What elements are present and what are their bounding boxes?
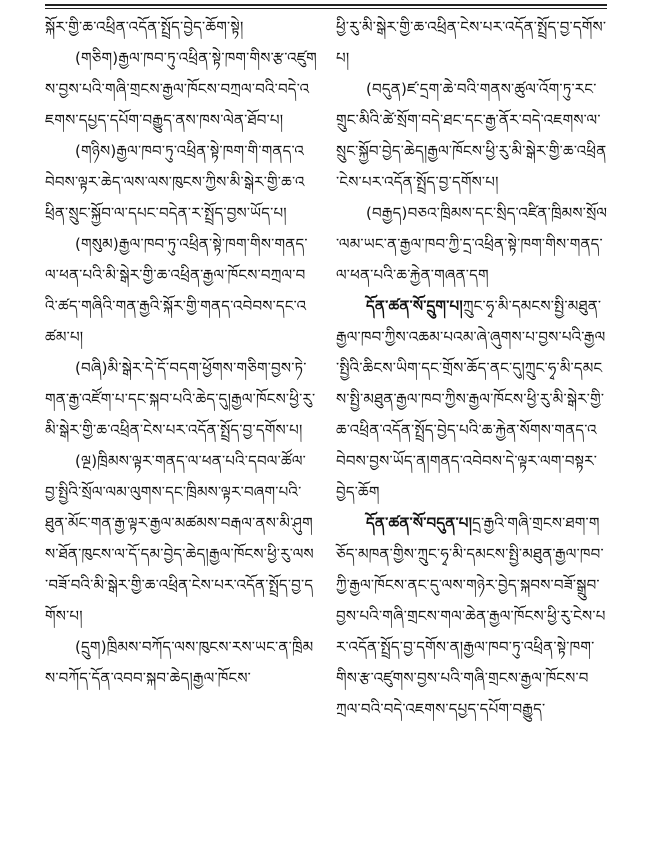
paragraph: སྐོར་གྱི་ཆ་འཕྲིན་འདོན་སྤྲོད་བྱེད་ཆོག་སྟེ། xyxy=(45,18,244,36)
top-rule-thin xyxy=(45,8,607,9)
paragraph: (གཉིས)རྒྱལ་ཁབ་ཏུ་འཕྲིན་སྟེ་ཁག་གི་གནད་འབེབས་ལྟར་ཆེད་ལས་ལས་ཁུངས་ཀྱིས་མི་སྒེར་གྱི་ཆ་འཕྲིན་སྲུང་སྐྱོབ་ལ་དཔང་བདེན་ར་སྤྲོད་བྱས་ཡོད་པ། xyxy=(45,142,305,222)
article-paragraph xyxy=(336,291,608,508)
paragraph: (བརྒྱད)བཅའ་ཁྲིམས་དང་སྲིད་འཛིན་ཁྲིམས་སྲོལ་ལམ་ཡང་ན་རྒྱལ་ཁབ་ཀྱི་དྲ་འཕྲིན་སྟེ་ཁག་གིས་གནད་ལ་ཕན་པའི་ཆ་རྐྱེན་གཞན་དག xyxy=(336,204,608,284)
article-paragraph xyxy=(336,508,608,725)
left-column xyxy=(45,12,317,694)
top-rule xyxy=(45,4,607,6)
paragraph: (བཞི)མི་སྒེར་དེ་དོ་བདག་ཕྱོགས་གཅིག་བྱས་ཏེ་གན་རྒྱ་འཛོག་པ་དང་སྐབ་པའི་ཆེད་དུ།རྒྱལ་ཁོངས་ཕྱི་རུ་མི་སྒེར་གྱི་ཆ་འཕྲིན་ངེས་པར་འདོན་སྤྲོད་བྱ་དགོས་པ། xyxy=(45,359,316,439)
article-text: ཀྲུང་ཧྭ་མི་དམངས་སྤྱི་མཐུན་རྒྱལ་ཁབ་ཀྱིས་འཆམ་པའམ་ཞེ་ཞུགས་པ་བྱས་པའི་རྒྱལ་སྤྱིའི་ཆིངས་ཡིག་དང་གྲོས་ཆོད་ནང་དུ།ཀྲུང་ཧྭ་མི་དམངས་སྤྱི་མཐུན་རྒྱལ་ཁབ་ཀྱིས་རྒྱལ་ཁོངས་ཕྱི་རུ་མི་སྒེར་གྱི་ཆ་འཕྲིན་འདོན་སྤྲོད་བྱེད་པའི་ཆ་རྐྱེན་སོགས་གནད་འབེབས་བྱས་ཡོད་ན།གནད་འབེབས་དེ་ལྟར་ལག་བསྟར་བྱེད་ཆོག xyxy=(336,297,606,501)
article-text: དྲ་རྒྱའི་གཞི་གྲངས་ཐག་གཅོད་མཁན་གྱིས་ཀྲུང་ཧྭ་མི་དམངས་སྤྱི་མཐུན་རྒྱལ་ཁབ་ཀྱི་རྒྱལ་ཁོངས་ནང་དུ་ལས་གཉེར་བྱེད་སྐབས་བཟོ་སྒྲུབ་བྱས་པའི་གཞི་གྲངས་གལ་ཆེན་རྒྱལ་ཁོངས་ཕྱི་རུ་ངེས་པར་འདོན་སྤྲོད་བྱ་དགོས་ན།རྒྱལ་ཁབ་ཏུ་འཕྲིན་སྟེ་ཁག་གིས་རྩ་འཛུགས་བྱས་པའི་གཞི་གྲངས་རྒྱལ་ཁོངས་བཀྲལ་བའི་བདེ་འཇགས་དཔྱད་དཔོག་བརྒྱུད་ xyxy=(336,514,606,718)
paragraph: (དྲུག)ཁྲིམས་བཀོད་ལས་ཁུངས་རས་ཡང་ན་ཁྲིམས་བཀོད་དོན་འབབ་སྐབ་ཆེད།རྒྱལ་ཁོངས་ xyxy=(45,638,314,687)
paragraph: (གསུམ)རྒྱལ་ཁབ་ཏུ་འཕྲིན་སྟེ་ཁག་གིས་གནད་ལ་ཕན་པའི་མི་སྒེར་གྱི་ཆ་འཕྲིན་རྒྱལ་ཁོངས་བཀྲལ་བའི་ཚད་གཞིའི་གན་རྒྱའི་སྐོར་གྱི་གནད་འབེབས་དང་འཚམ་པ། xyxy=(45,235,308,346)
article-heading: དོན་ཚན་སོ་བདུན་པ། xyxy=(366,514,473,532)
paragraph: (ལྔ)ཁྲིམས་ལྟར་གནད་ལ་ཕན་པའི་དབལ་ཚོལ་བྱ་སྤྱིའི་སྲོལ་ལམ་ལུགས་དང་ཁྲིམས་ལྟར་བཞག་པའི་ཐུན་མོང་གན་རྒྱ་ལྟར་རྒྱལ་མཚམས་བརྒལ་ནས་མི་ཤུགས་ཐོན་ཁུངས་ལ་དོ་དམ་བྱེད་ཆེད།རྒྱལ་ཁོངས་ཕྱི་རུ་ལས་བཟོ་བའི་མི་སྒེར་གྱི་ཆ་འཕྲིན་ངེས་པར་འདོན་སྤྲོད་བྱ་དགོས་པ། xyxy=(45,452,314,625)
right-column xyxy=(336,12,608,725)
paragraph: (གཅིག)རྒྱལ་ཁབ་ཏུ་འཕྲིན་སྟེ་ཁག་གིས་རྩ་འཛུགས་བྱས་པའི་གཞི་གྲངས་རྒྱལ་ཁོངས་བཀྲལ་བའི་བདེ་འཇགས་དཔྱད་དཔོག་བརྒྱུད་ནས་ཁས་ལེན་ཐོབ་པ། xyxy=(45,49,317,129)
paragraph: ཕྱི་རུ་མི་སྒེར་གྱི་ཆ་འཕྲིན་ངེས་པར་འདོན་སྤྲོད་བྱ་དགོས་པ། xyxy=(336,18,607,67)
article-heading: དོན་ཚན་སོ་དྲུག་པ། xyxy=(366,297,463,315)
paragraph: (བདུན)ཛ་དྲག་ཆེ་བའི་གནས་ཚུལ་འོག་ཏུ་རང་གྲུང་མིའི་ཚེ་སྲོག་བདེ་ཐང་དང་རྒྱ་ནོར་བདེ་འཇགས་ལ་སྲུང་སྐྱོབ་བྱེད་ཆེད།རྒྱལ་ཁོངས་ཕྱི་རུ་མི་སྒེར་གྱི་ཆ་འཕྲིན་ངེས་པར་འདོན་སྤྲོད་བྱ་དགོས་པ། xyxy=(336,80,607,191)
